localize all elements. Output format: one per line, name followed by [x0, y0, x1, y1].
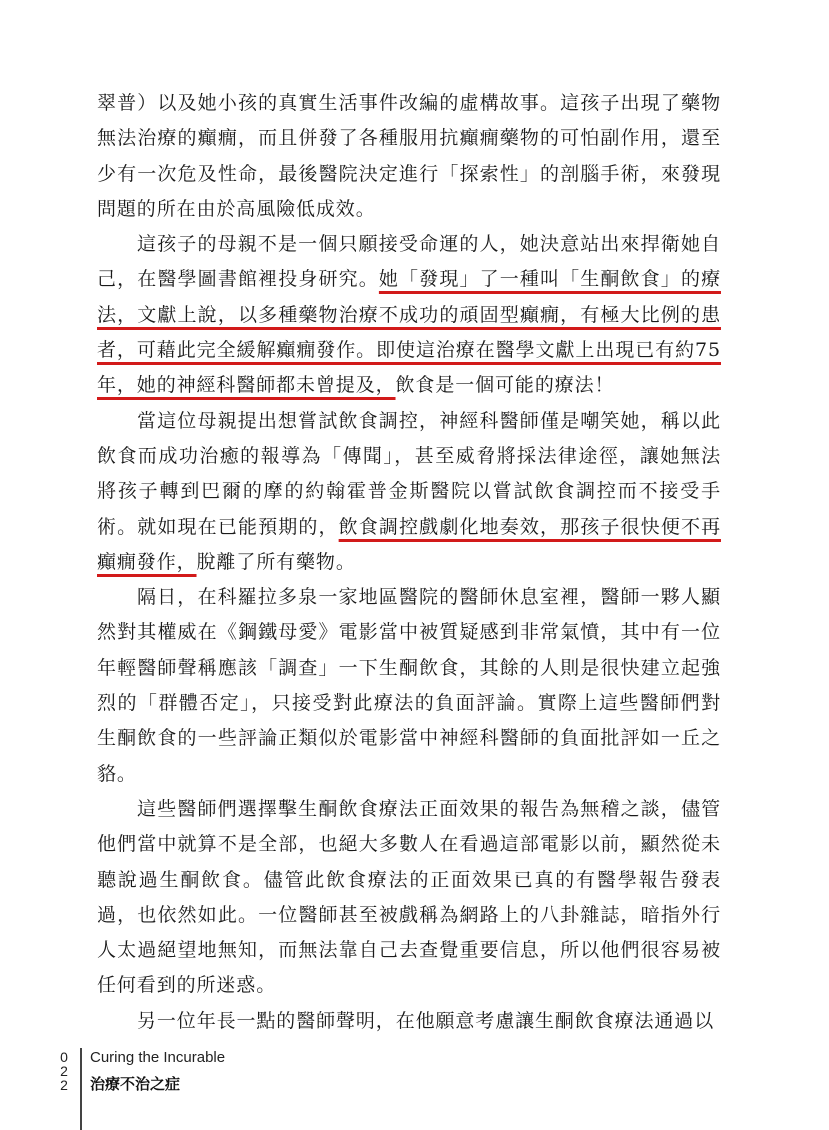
text-segment: 另一位年長一點的醫師聲明，在他願意考慮讓生酮飲食療法通過以 — [137, 1009, 715, 1032]
page-number-digit: 0 — [60, 1049, 68, 1065]
paragraph-1 — [97, 86, 721, 227]
paragraph-5 — [97, 792, 721, 1004]
highlighted-passage: 她「發現」了一種叫「生酮飲食」的療法，文獻上說，以多種藥物治療不成功的頑固型癲癇，有極大比例的患者，可藉此完全緩解癲癇發作。即使這治療在醫學文獻上出現已有約75年，她的神經科醫師都未曾提及， — [97, 268, 721, 397]
paragraph-3 — [97, 404, 721, 580]
text-segment: 隔日，在科羅拉多泉一家地區醫院的醫師休息室裡，醫師一夥人顯然對其權威在《鋼鐵母愛》電影當中被質疑感到非常氣憤，其中有一位年輕醫師聲稱應該「調查」一下生酮飲食，其餘的人則是很快建立起強烈的「群體否定」，只接受對此療法的負面評論。實際上這些醫師們對生酮飲食的一些評論正類似於電影當中神經科醫師的負面批評如一丘之貉。 — [97, 586, 721, 785]
page-number-digit: 2 — [60, 1063, 68, 1079]
footer-divider — [80, 1048, 82, 1130]
book-title-chinese: 治療不治之症 — [90, 1075, 181, 1093]
text-segment: 這孩子的母親不是一個只願接受命運的人，她決意站出來捍衛她自己，在醫學圖書館裡投身研究。 — [97, 233, 721, 291]
text-segment: 脫離了所有藥物。 — [196, 550, 356, 573]
text-segment: 飲食是一個可能的療法！ — [395, 374, 615, 397]
text-segment: 這些醫師們選擇擊生酮飲食療法正面效果的報告為無稽之談，儘管他們當中就算不是全部，也絕大多數人在看過這部電影以前，顯然從未聽說過生酮飲食。儘管此飲食療法的正面效果已真的有醫學報告發表過，也依然如此。一位醫師甚至被戲稱為網路上的八卦雜誌，暗指外行人太過絕望地無知，而無法靠自己去查覺重要信息，所以他們很容易被任何看到的所迷惑。 — [97, 797, 721, 997]
book-title-english: Curing the Incurable — [90, 1049, 226, 1066]
paragraph-2 — [97, 227, 721, 403]
text-segment: 當這位母親提出想嘗試飲食調控，神經科醫師僅是嘲笑她，稱以此飲食而成功治癒的報導為「傳聞」，甚至威脅將採法律途徑，讓她無法將孩子轉到巴爾的摩的約翰霍普金斯醫院以嘗試飲食調控而不接受手術。就如現在已能預期的， — [97, 409, 721, 538]
page-number — [57, 1050, 71, 1092]
page-number-digit: 2 — [60, 1077, 68, 1093]
body-text — [97, 86, 721, 1039]
highlighted-passage: 飲食調控戲劇化地奏效，那孩子很快便不再癲癇發作， — [97, 515, 721, 573]
paragraph-4 — [97, 580, 721, 792]
text-segment: 翠普）以及她小孩的真實生活事件改編的虛構故事。這孩子出現了藥物無法治療的癲癇，而且併發了各種服用抗癲癇藥物的可怕副作用，還至少有一次危及性命，最後醫院決定進行「探索性」的剖腦手術，來發現問題的所在由於高風險低成效。 — [97, 92, 721, 220]
page-footer — [57, 1048, 357, 1130]
paragraph-6 — [97, 1004, 721, 1039]
